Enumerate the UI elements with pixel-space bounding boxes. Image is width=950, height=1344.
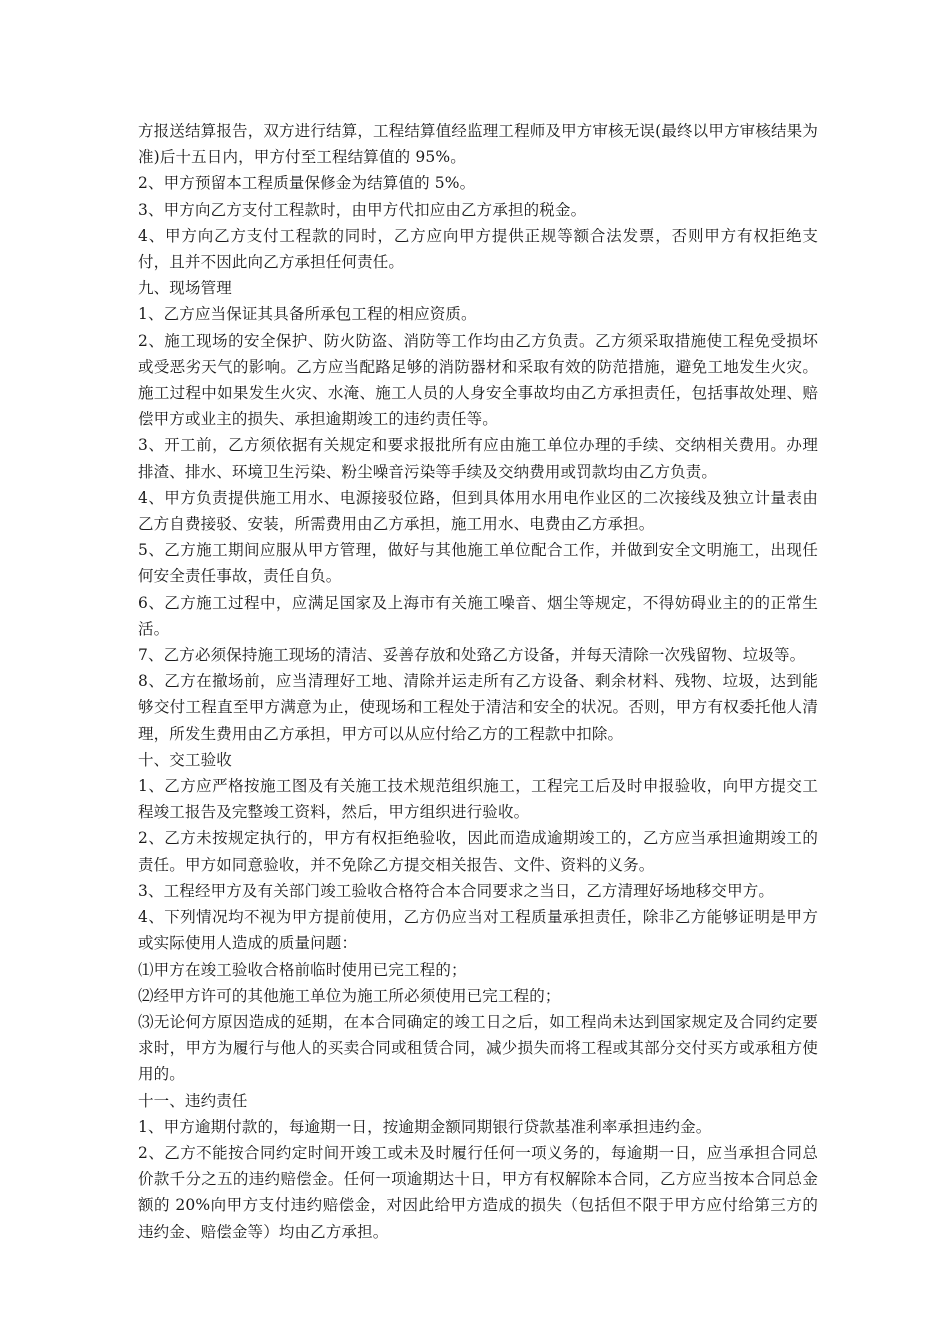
paragraph-late-completion: 2、乙方不能按合同约定时间开竣工或未及时履行任何一项义务的，每逾期一日，应当承担合同总价款千分之五的违约赔偿金。任何一项逾期达十日，甲方有权解除本合同，乙方应当按本合同总金额的 20%向甲方支付违约赔偿金，对因此给甲方造成的损失（包括但不限于甲方应付给第三方的违约金、赔偿金等）均由乙方承担。	[138, 1143, 818, 1241]
list-item-case-1: ⑴甲方在竣工验收合格前临时使用已完工程的；	[138, 960, 467, 979]
paragraph-not-early-use: 4、下列情况均不视为甲方提前使用，乙方仍应当对工程质量承担责任，除非乙方能够证明是甲方或实际使用人造成的质量问题：	[138, 908, 818, 953]
paragraph-site-cleanliness: 7、乙方必须保持施工现场的清洁、妥善存放和处臵乙方设备，并每天清除一次残留物、垃圾等。	[138, 646, 806, 665]
paragraph-tax-withholding: 3、甲方向乙方支付工程款时，由甲方代扣应由乙方承担的税金。	[138, 200, 587, 219]
paragraph-permits: 3、开工前，乙方须依据有关规定和要求报批所有应由施工单位办理的手续、交纳相关费用。办理排渣、排水、环境卫生污染、粉尘噪音污染等手续及交纳费用或罚款均由乙方负责。	[138, 436, 818, 481]
list-item-case-2: ⑵经甲方许可的其他施工单位为施工所必须使用已完工程的；	[138, 986, 561, 1005]
section-heading-handover-acceptance: 十、交工验收	[138, 750, 232, 769]
paragraph-noise-dust: 6、乙方施工过程中，应满足国家及上海市有关施工噪音、烟尘等规定，不得妨碍业主的的正常生活。	[138, 593, 818, 638]
paragraph-site-transfer: 3、工程经甲方及有关部门竣工验收合格符合本合同要求之当日，乙方清理好场地移交甲方。	[138, 881, 775, 900]
paragraph-water-power: 4、甲方负责提供施工用水、电源接驳位路，但到具体用水用电作业区的二次接线及独立计量表由乙方自费接驳、安装，所需费用由乙方承担，施工用水、电费由乙方承担。	[138, 488, 818, 534]
contract-body	[138, 118, 818, 1245]
paragraph-refuse-acceptance: 2、乙方未按规定执行的，甲方有权拒绝验收，因此而造成逾期竣工的，乙方应当承担逾期竣工的责任。甲方如同意验收，并不免除乙方提交相关报告、文件、资料的义务。	[138, 829, 818, 874]
paragraph-payment-settlement: 方报送结算报告，双方进行结算，工程结算值经监理工程师及甲方审核无误(最终以甲方审核结果为准)后十五日内，甲方付至工程结算值的 95%。	[138, 122, 818, 167]
paragraph-warranty-deposit: 2、甲方预留本工程质量保修金为结算值的 5%。	[138, 174, 476, 193]
paragraph-qualification: 1、乙方应当保证其具备所承包工程的相应资质。	[138, 305, 477, 324]
paragraph-management-cooperation: 5、乙方施工期间应服从甲方管理，做好与其他施工单位配合工作，并做到安全文明施工，出现任何安全责任事故，责任自负。	[138, 541, 818, 586]
paragraph-late-payment: 1、甲方逾期付款的，每逾期一日，按逾期金额同期银行贷款基准利率承担违约金。	[138, 1117, 712, 1136]
section-heading-site-management: 九、现场管理	[138, 279, 232, 298]
paragraph-site-clearance: 8、乙方在撤场前，应当清理好工地、清除并运走所有乙方设备、剩余材料、残物、垃圾，达到能够交付工程直至甲方满意为止，使现场和工程处于清洁和安全的状况。否则，甲方有权委托他人清理，所发生费用由乙方承担，甲方可以从应付给乙方的工程款中扣除。	[138, 672, 818, 743]
list-item-case-3: ⑶无论何方原因造成的延期，在本合同确定的竣工日之后，如工程尚未达到国家规定及合同约定要求时，甲方为履行与他人的买卖合同或租赁合同，减少损失而将工程或其部分交付买方或承租方使用的。	[138, 1012, 818, 1084]
paragraph-completion-report: 1、乙方应严格按施工图及有关施工技术规范组织施工，工程完工后及时申报验收，向甲方提交工程竣工报告及完整竣工资料，然后，甲方组织进行验收。	[138, 777, 818, 822]
paragraph-site-safety: 2、施工现场的安全保护、防火防盗、消防等工作均由乙方负责。乙方须采取措施使工程免受损坏或受恶劣天气的影响。乙方应当配路足够的消防器材和采取有效的防范措施，避免工地发生火灾。施工过程中如果发生火灾、水淹、施工人员的人身安全事故均由乙方承担责任，包括事故处理、赔偿甲方或业主的损失、承担逾期竣工的违约责任等。	[138, 331, 818, 429]
section-heading-liability: 十一、违约责任	[138, 1091, 248, 1110]
paragraph-invoice: 4、甲方向乙方支付工程款的同时，乙方应向甲方提供正规等额合法发票，否则甲方有权拒绝支付，且并不因此向乙方承担任何责任。	[138, 226, 818, 272]
